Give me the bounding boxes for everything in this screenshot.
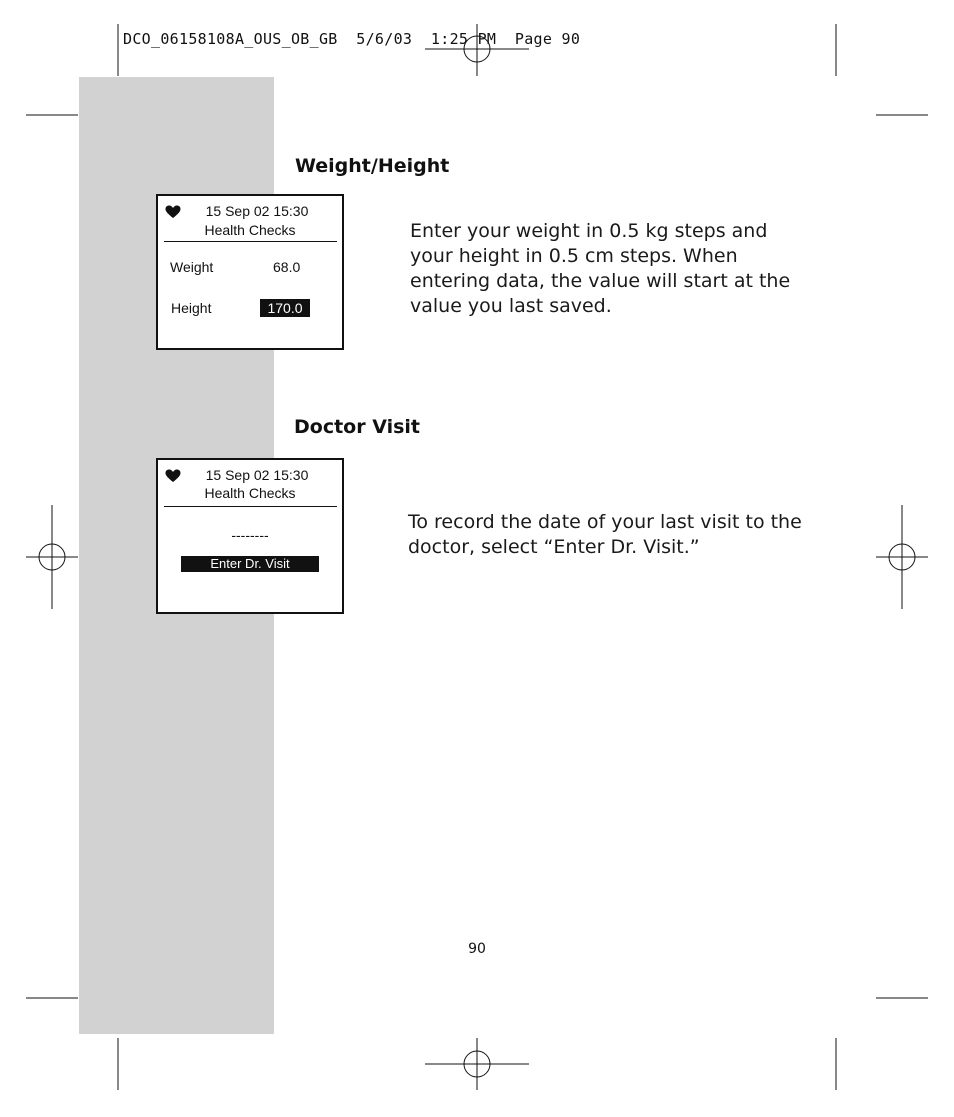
section-title-doctor-visit: Doctor Visit [294,416,420,438]
weight-height-description: Enter your weight in 0.5 kg steps and your height in 0.5 cm steps. When entering data, the value will start at the value you last saved. [410,220,791,317]
weight-value: 68.0 [273,259,301,275]
height-label: Height [171,300,212,316]
slug-line: DCO_06158108A_OUS_OB_GB 5/6/03 1:25 PM Page 90 [123,30,581,48]
screen-divider [164,506,337,507]
screen-menu-title: Health Checks [204,485,296,501]
height-value-selected: 170.0 [260,299,310,317]
screen-divider [164,241,337,242]
weight-label: Weight [170,259,214,275]
screen-date-time: 15 Sep 02 15:30 [205,467,309,483]
visit-date-placeholder: -------- [231,527,269,543]
device-screen-doctor-visit [156,458,344,614]
enter-dr-visit-option: Enter Dr. Visit [181,556,319,572]
screen-date-time: 15 Sep 02 15:30 [205,203,309,219]
page-number: 90 [468,941,486,957]
doctor-visit-description: To record the date of your last visit to the doctor, select “Enter Dr. Visit.” [408,511,802,558]
device-screen-weight-height [156,194,344,350]
screen-menu-title: Health Checks [204,222,296,238]
section-title-weight-height: Weight/Height [295,155,450,177]
